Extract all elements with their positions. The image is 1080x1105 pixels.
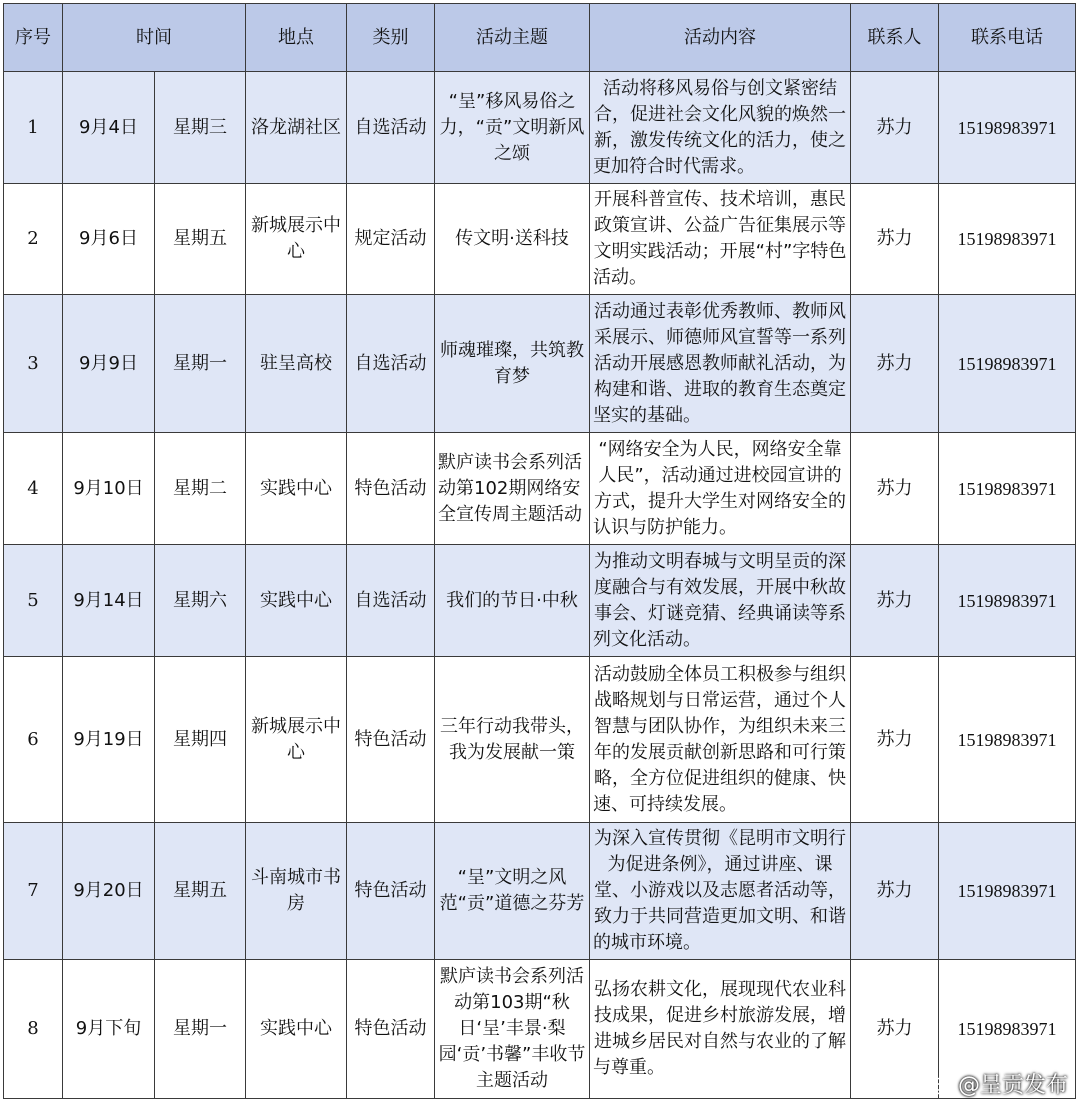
row-index: 3: [4, 295, 63, 433]
table-row: [4, 960, 1076, 1099]
watermark-text: @呈贡发布: [957, 1073, 1068, 1098]
row-index: 7: [4, 823, 63, 960]
row-category: 特色活动: [347, 960, 435, 1099]
row-category: 特色活动: [347, 823, 435, 960]
row-contact: 苏力: [851, 545, 939, 657]
row-phone: 15198983971: [939, 545, 1076, 657]
row-index: 6: [4, 657, 63, 823]
row-date: 9月9日: [63, 295, 155, 433]
row-weekday: 星期六: [155, 545, 246, 657]
row-category: 自选活动: [347, 545, 435, 657]
row-index: 8: [4, 960, 63, 1099]
row-phone: 15198983971: [939, 657, 1076, 823]
row-contact: 苏力: [851, 433, 939, 545]
row-contact: 苏力: [851, 295, 939, 433]
row-location: 实践中心: [246, 545, 347, 657]
row-index: 5: [4, 545, 63, 657]
row-contact: 苏力: [851, 184, 939, 295]
table-header-row: [4, 4, 1076, 72]
row-weekday: 星期三: [155, 72, 246, 184]
row-date: 9月4日: [63, 72, 155, 184]
row-theme: “呈”移风易俗之力，“贡”文明新风之颂: [435, 72, 590, 184]
row-content: 为推动文明春城与文明呈贡的深度融合与有效发展，开展中秋故事会、灯谜竞猜、经典诵读等系列文化活动。: [590, 545, 851, 657]
row-index: 4: [4, 433, 63, 545]
row-index: 2: [4, 184, 63, 295]
row-date: 9月19日: [63, 657, 155, 823]
row-theme: 我们的节日·中秋: [435, 545, 590, 657]
activity-schedule-table: [3, 3, 1076, 1099]
header-category: 类别: [347, 4, 435, 72]
table-row: [4, 72, 1076, 184]
row-location: 驻呈高校: [246, 295, 347, 433]
header-contact: 联系人: [851, 4, 939, 72]
table-row: [4, 184, 1076, 295]
row-category: 规定活动: [347, 184, 435, 295]
row-category: 特色活动: [347, 433, 435, 545]
row-theme: “呈”文明之风范“贡”道德之芬芳: [435, 823, 590, 960]
row-weekday: 星期一: [155, 960, 246, 1099]
table-row: [4, 657, 1076, 823]
header-time: 时间: [63, 4, 246, 72]
header-location: 地点: [246, 4, 347, 72]
row-weekday: 星期二: [155, 433, 246, 545]
weibo-icon: [924, 1073, 954, 1095]
row-phone: 15198983971: [939, 72, 1076, 184]
row-weekday: 星期四: [155, 657, 246, 823]
row-theme: 三年行动我带头，我为发展献一策: [435, 657, 590, 823]
row-category: 特色活动: [347, 657, 435, 823]
row-phone: 15198983971: [939, 960, 1076, 1099]
row-weekday: 星期五: [155, 823, 246, 960]
row-phone: 15198983971: [939, 433, 1076, 545]
row-date: 9月6日: [63, 184, 155, 295]
row-content: 活动将移风易俗与创文紧密结合，促进社会文化风貌的焕然一新，激发传统文化的活力，使之更加符合时代需求。: [590, 72, 851, 184]
row-location: 实践中心: [246, 960, 347, 1099]
table-row: [4, 545, 1076, 657]
row-contact: 苏力: [851, 657, 939, 823]
row-theme: 默庐读书会系列活动第102期网络安全宣传周主题活动: [435, 433, 590, 545]
row-weekday: 星期一: [155, 295, 246, 433]
row-theme: 传文明·送科技: [435, 184, 590, 295]
row-date: 9月20日: [63, 823, 155, 960]
table-row: [4, 823, 1076, 960]
row-content: “网络安全为人民，网络安全靠人民”，活动通过进校园宣讲的方式，提升大学生对网络安全的认识与防护能力。: [590, 433, 851, 545]
row-content: 活动鼓励全体员工积极参与组织战略规划与日常运营，通过个人智慧与团队协作，为组织未来三年的发展贡献创新思路和可行策略，全方位促进组织的健康、快速、可持续发展。: [590, 657, 851, 823]
header-index: 序号: [4, 4, 63, 72]
table-row: [4, 295, 1076, 433]
row-contact: 苏力: [851, 72, 939, 184]
row-contact: 苏力: [851, 823, 939, 960]
row-phone: 15198983971: [939, 184, 1076, 295]
row-phone: 15198983971: [939, 823, 1076, 960]
row-location: 斗南城市书房: [246, 823, 347, 960]
row-category: 自选活动: [347, 72, 435, 184]
row-content: 开展科普宣传、技术培训，惠民政策宣讲、公益广告征集展示等文明实践活动；开展“村”字特色活动。: [590, 184, 851, 295]
row-content: 活动通过表彰优秀教师、教师风采展示、师德师风宣誓等一系列活动开展感恩教师献礼活动，为构建和谐、进取的教育生态奠定坚实的基础。: [590, 295, 851, 433]
row-location: 实践中心: [246, 433, 347, 545]
row-theme: 默庐读书会系列活动第103期“秋日‘呈’丰景·梨园‘贡’书馨”丰收节主题活动: [435, 960, 590, 1099]
row-index: 1: [4, 72, 63, 184]
table-row: [4, 433, 1076, 545]
row-contact: 苏力: [851, 960, 939, 1099]
header-phone: 联系电话: [939, 4, 1076, 72]
header-content: 活动内容: [590, 4, 851, 72]
watermark: [924, 1068, 1068, 1099]
row-date: 9月10日: [63, 433, 155, 545]
row-category: 自选活动: [347, 295, 435, 433]
row-content: 弘扬农耕文化，展现现代农业科技成果，促进乡村旅游发展，增进城乡居民对自然与农业的了解与尊重。: [590, 960, 851, 1099]
row-date: 9月下旬: [63, 960, 155, 1099]
row-content: 为深入宣传贯彻《昆明市文明行为促进条例》，通过讲座、课堂、小游戏以及志愿者活动等，致力于共同营造更加文明、和谐的城市环境。: [590, 823, 851, 960]
row-location: 新城展示中心: [246, 657, 347, 823]
row-phone: 15198983971: [939, 295, 1076, 433]
row-theme: 师魂璀璨，共筑教育梦: [435, 295, 590, 433]
row-date: 9月14日: [63, 545, 155, 657]
row-location: 洛龙湖社区: [246, 72, 347, 184]
row-location: 新城展示中心: [246, 184, 347, 295]
row-weekday: 星期五: [155, 184, 246, 295]
header-theme: 活动主题: [435, 4, 590, 72]
